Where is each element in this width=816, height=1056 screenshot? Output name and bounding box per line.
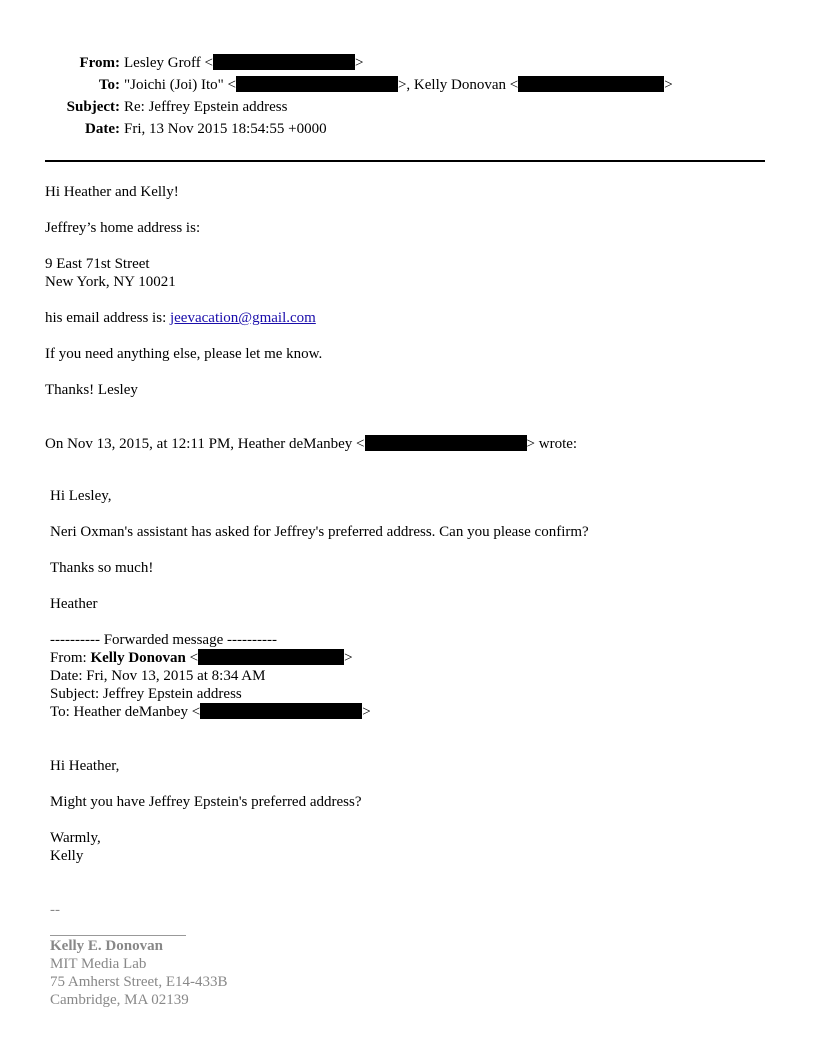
redacted-email <box>200 703 362 719</box>
forwarded-body: Might you have Jeffrey Epstein's preferred address? <box>50 794 362 810</box>
from-label: From: <box>79 55 120 71</box>
reply-street: 9 East 71st Street <box>45 256 150 272</box>
forwarded-to <box>50 703 371 721</box>
signature-dash: -- <box>50 902 60 918</box>
redacted-email <box>518 76 664 92</box>
forwarded-from-close: > <box>344 650 353 666</box>
from-name: Lesley Groff < <box>124 55 213 71</box>
forwarded-from-name: Kelly Donovan <box>90 650 186 666</box>
forwarded-from-prefix: From: <box>50 650 91 666</box>
header-divider <box>45 160 765 162</box>
forwarded-subject: Subject: Jeffrey Epstein address <box>50 686 242 702</box>
header-from-row <box>0 54 816 74</box>
signature-org: MIT Media Lab <box>50 956 147 972</box>
reply-email-intro: his email address is: <box>45 310 170 326</box>
forwarded-greeting: Hi Heather, <box>50 758 120 774</box>
subject-value: Re: Jeffrey Epstein address <box>124 99 288 115</box>
attribution-start: On Nov 13, 2015, at 12:11 PM, Heather deManbey < <box>45 436 365 452</box>
header-subject-row <box>0 98 816 118</box>
redacted-email <box>198 649 344 665</box>
forwarded-divider: ---------- Forwarded message ---------- <box>50 632 277 648</box>
quote-body: Neri Oxman's assistant has asked for Jeffrey's preferred address. Can you please confirm? <box>50 524 589 540</box>
to-name-ito: "Joichi (Joi) Ito" < <box>124 77 236 93</box>
to-label: To: <box>98 77 120 93</box>
attribution-end: > wrote: <box>526 436 578 452</box>
date-label: Date: <box>85 121 120 137</box>
quote-name: Heather <box>50 596 98 612</box>
redacted-email <box>213 54 355 70</box>
to-separator: >, Kelly Donovan < <box>397 77 519 93</box>
reply-signoff: Thanks! Lesley <box>45 382 138 398</box>
signature-street: 75 Amherst Street, E14-433B <box>50 974 228 990</box>
forwarded-closing: Warmly, <box>50 830 101 846</box>
from-value <box>124 54 363 72</box>
to-close: > <box>664 77 673 93</box>
signature-name: Kelly E. Donovan <box>50 938 163 954</box>
reply-offer: If you need anything else, please let me know. <box>45 346 323 362</box>
quote-thanks: Thanks so much! <box>50 560 154 576</box>
email-link[interactable]: jeevacation@gmail.com <box>169 310 316 326</box>
forwarded-name: Kelly <box>50 848 84 864</box>
forwarded-from-open: < <box>185 650 199 666</box>
reply-email-line <box>45 309 316 327</box>
redacted-email <box>365 435 527 451</box>
forwarded-date: Date: Fri, Nov 13, 2015 at 8:34 AM <box>50 668 266 684</box>
redacted-email <box>236 76 398 92</box>
subject-label: Subject: <box>66 99 120 115</box>
forwarded-from <box>50 649 353 667</box>
date-value: Fri, 13 Nov 2015 18:54:55 +0000 <box>124 121 327 137</box>
reply-address-intro: Jeffrey’s home address is: <box>45 220 201 236</box>
reply-city: New York, NY 10021 <box>45 274 176 290</box>
header-date-row <box>0 120 816 140</box>
from-close: > <box>355 55 364 71</box>
forwarded-to-close: > <box>362 704 371 720</box>
signature-city: Cambridge, MA 02139 <box>50 992 189 1008</box>
reply-greeting: Hi Heather and Kelly! <box>45 184 179 200</box>
header-to-row <box>0 76 816 96</box>
forwarded-to-prefix: To: Heather deManbey < <box>50 704 201 720</box>
signature-rule <box>50 935 186 936</box>
quote-greeting: Hi Lesley, <box>50 488 112 504</box>
quote-attribution <box>45 435 577 453</box>
to-value <box>124 76 673 94</box>
